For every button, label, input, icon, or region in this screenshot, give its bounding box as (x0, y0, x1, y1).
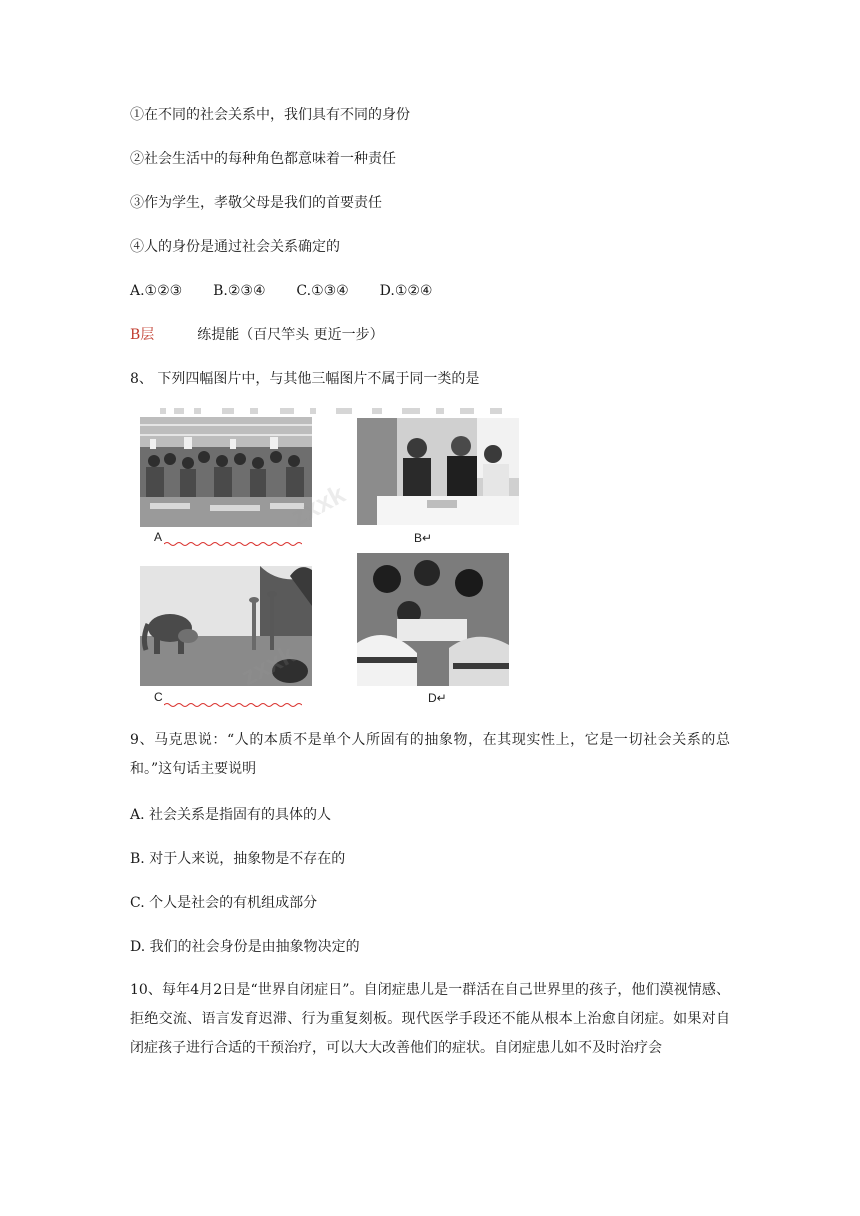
q8-question: 8、 下列四幅图片中，与其他三幅图片不属于同一类的是 (130, 371, 480, 387)
section-b-title: 练提能（百尺竿头 更近一步） (197, 327, 384, 343)
q9-answer-a[interactable]: A. 社会关系是指固有的具体的人 (130, 807, 332, 823)
q7-answer-c[interactable]: C.①③④ (296, 283, 349, 299)
watermark-1: zxxk (286, 478, 350, 532)
section-b-label: B层 (130, 327, 155, 343)
q10-question: 10、每年4月2日是“世界自闭症日”。自闭症患儿是一群活在自己世界里的孩子，他们漠视情感、拒绝交流、语言发育迟滞、行为重复刻板。现代医学手段还不能从根本上治愈自闭症。如果对自闭症孩子进行合适的干预治疗，可以大大改善他们的症状。自闭症患儿如不及时治疗会 (130, 982, 730, 1056)
caption-d: D↵ (428, 691, 447, 705)
statement-3: ③作为学生，孝敬父母是我们的首要责任 (130, 195, 382, 211)
caption-b: B↵ (414, 531, 433, 545)
q7-answer-d[interactable]: D.①②④ (379, 283, 433, 299)
section-b-heading (130, 326, 384, 344)
photo-d-classroom[interactable] (357, 553, 509, 686)
q9-question: 9、马克思说：“人的本质不是单个人所固有的抽象物，在其现实性上，它是一切社会关系的总和。”这句话主要说明 (130, 732, 730, 777)
spellcheck-underline-a (164, 541, 302, 547)
q9-answer-d[interactable]: D. 我们的社会身份是由抽象物决定的 (130, 939, 360, 955)
statement-4: ④人的身份是通过社会关系确定的 (130, 239, 340, 255)
q7-answer-a[interactable]: A.①②③ (130, 283, 183, 299)
scan-artifact (140, 406, 520, 416)
statement-2: ②社会生活中的每种角色都意味着一种责任 (130, 151, 396, 167)
photo-b-meeting[interactable] (357, 418, 519, 525)
q9-answer-c[interactable]: C. 个人是社会的有机组成部分 (130, 895, 318, 911)
q9-answer-b[interactable]: B. 对于人来说，抽象物是不存在的 (130, 851, 346, 867)
caption-a: A (154, 530, 163, 544)
q7-answer-row (130, 282, 432, 300)
photo-c-wildlife[interactable] (140, 566, 312, 686)
q7-answer-b[interactable]: B.②③④ (213, 283, 266, 299)
caption-c: C (154, 690, 163, 704)
spellcheck-underline-c (164, 702, 302, 708)
statement-1: ①在不同的社会关系中，我们具有不同的身份 (130, 107, 410, 123)
photo-a-market[interactable] (140, 417, 312, 527)
